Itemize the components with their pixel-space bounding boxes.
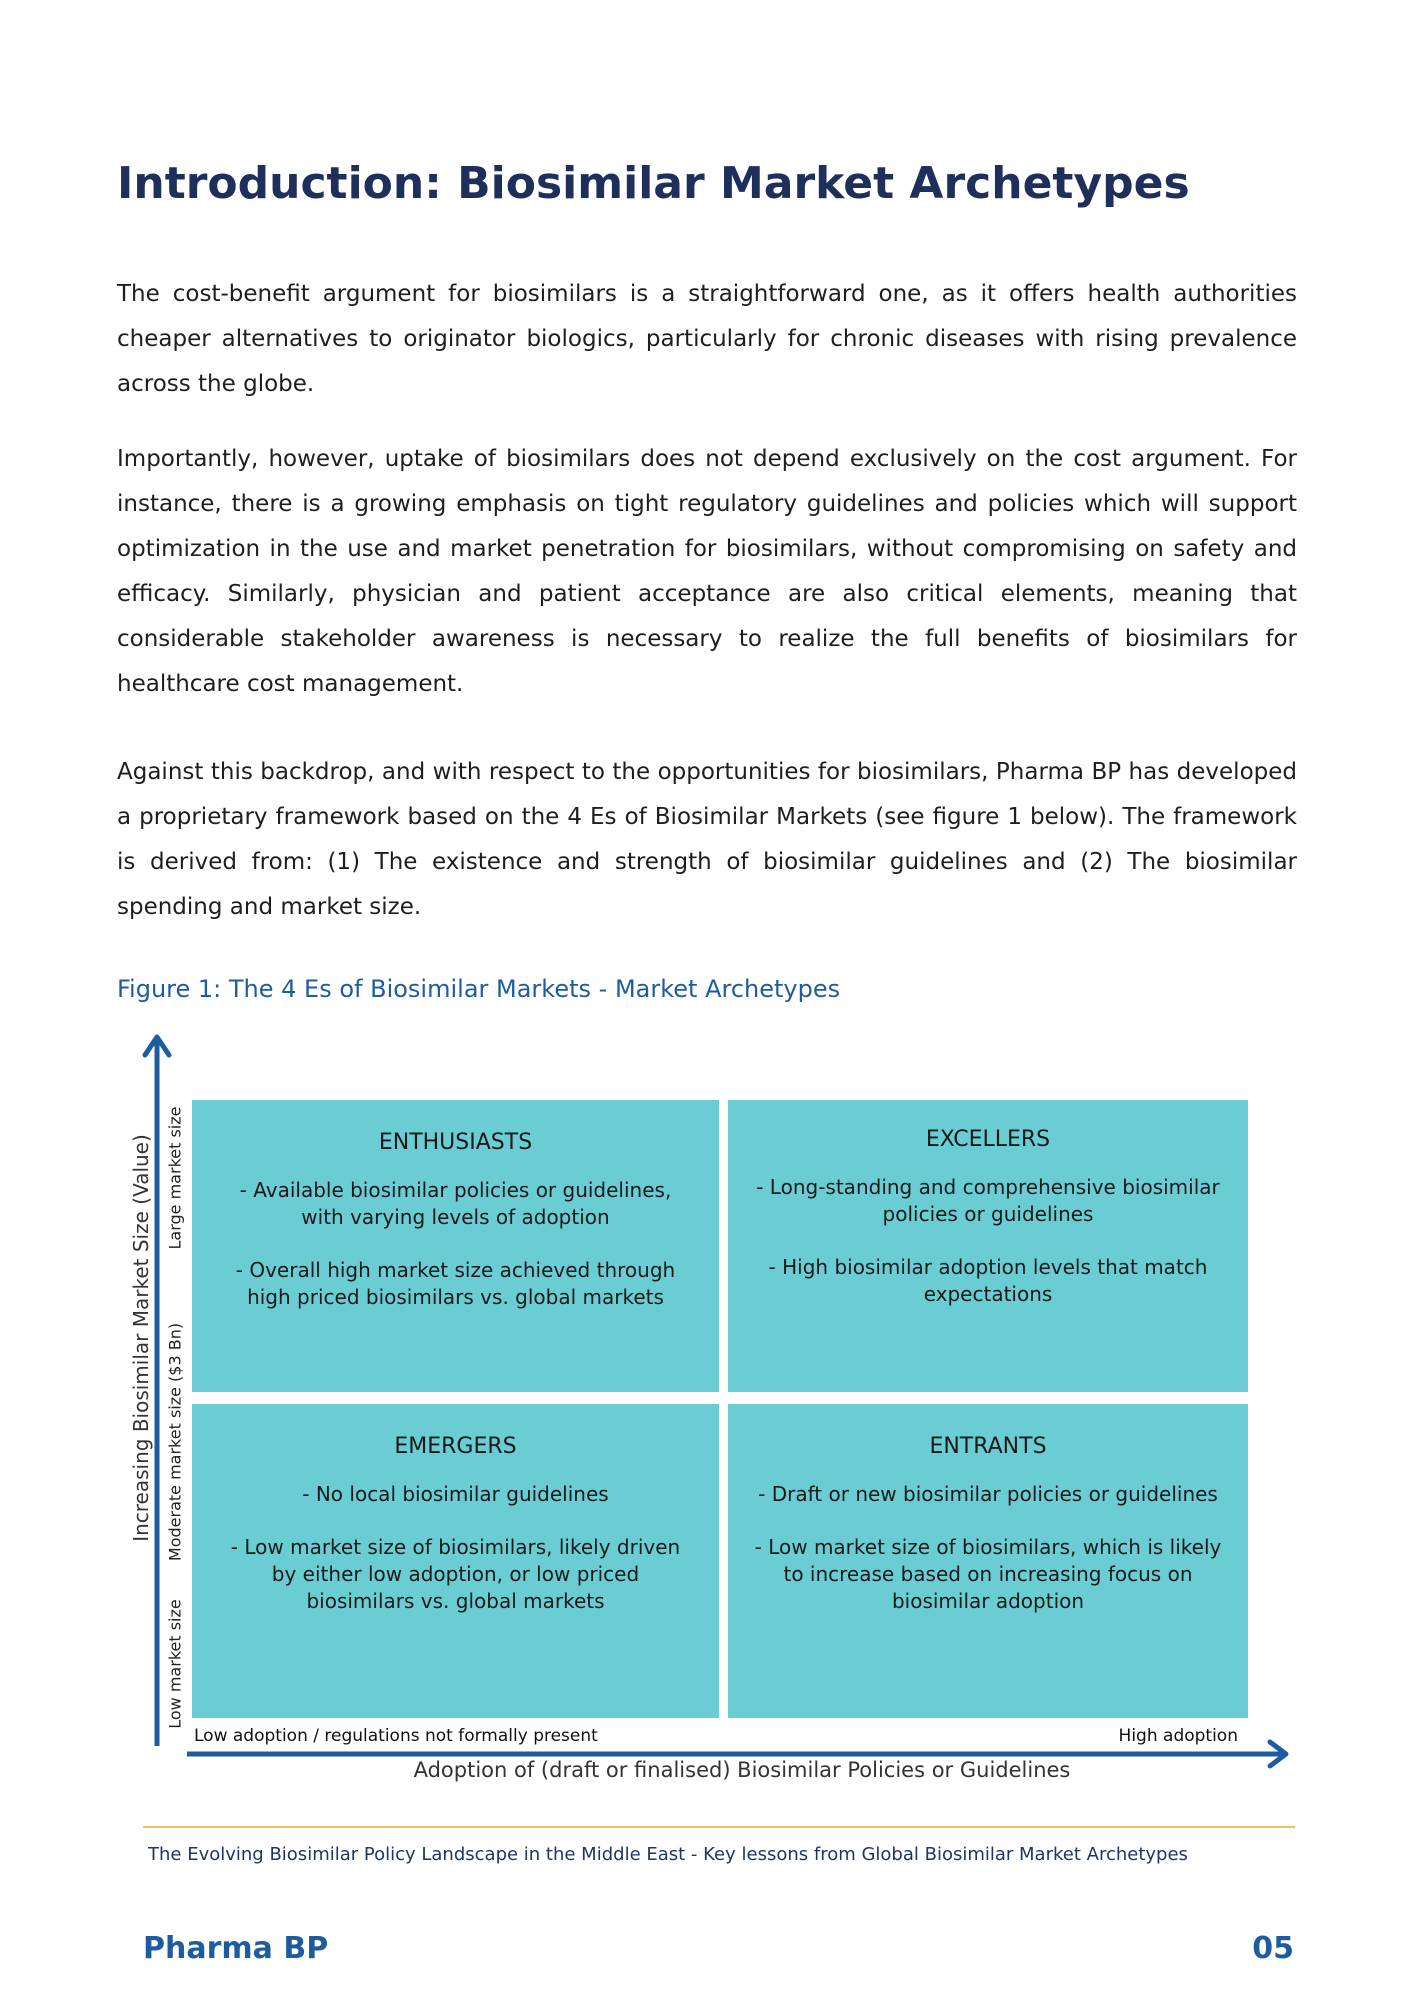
quadrant-item: - No local biosimilar guidelines xyxy=(302,1482,609,1506)
quadrant-emergers xyxy=(192,1404,719,1718)
quadrant-item: - Long-standing and comprehensive biosimilar policies or guidelines xyxy=(756,1175,1220,1226)
intro-paragraph-2: Importantly, however, uptake of biosimilars does not depend exclusively on the cost argument. For instance, there is a growing emphasis on tight regulatory guidelines and policies which will support optimization in the use and market penetration for biosimilars, without compromising on safety and efficacy. Similarly, physician and patient acceptance are also critical elements, meaning that considerable stakeholder awareness is necessary to realize the full benefits of biosimilars for healthcare cost management. xyxy=(117,446,1297,697)
brand-name: Pharma BP xyxy=(143,1931,329,1966)
page-number: 05 xyxy=(1252,1931,1294,1966)
footer-report-title: The Evolving Biosimilar Policy Landscape in the Middle East - Key lessons from Global Biosimilar Market Archetypes xyxy=(148,1844,1188,1865)
footer-divider xyxy=(143,1826,1295,1828)
figure-caption: Figure 1: The 4 Es of Biosimilar Markets - Market Archetypes xyxy=(117,975,841,1003)
quadrant-enthusiasts xyxy=(192,1100,719,1392)
quadrant-item: - High biosimilar adoption levels that match expectations xyxy=(768,1255,1208,1306)
page-title: Introduction: Biosimilar Market Archetypes xyxy=(117,158,1190,209)
intro-paragraph-3: Against this backdrop, and with respect to the opportunities for biosimilars, Pharma BP has developed a proprietary framework based on the 4 Es of Biosimilar Markets (see figure 1 below). The framework is derived from: (1) The existence and strength of biosimilar guidelines and (2) The biosimilar spending and market size. xyxy=(117,759,1297,920)
quadrant-entrants xyxy=(728,1404,1248,1718)
quadrant-excellers xyxy=(728,1100,1248,1392)
quadrant-item: - Available biosimilar policies or guidelines, with varying levels of adoption xyxy=(239,1178,672,1229)
x-tick-high: High adoption xyxy=(1118,1726,1238,1746)
x-axis-label: Adoption of (draft or finalised) Biosimilar Policies or Guidelines xyxy=(413,1758,1071,1782)
x-tick-low: Low adoption / regulations not formally present xyxy=(194,1726,598,1746)
quadrant-item: - Low market size of biosimilars, which is likely to increase based on increasing focus on biosimilar adoption xyxy=(754,1535,1222,1613)
quadrant-item: - Overall high market size achieved through high priced biosimilars vs. global markets xyxy=(235,1258,676,1309)
quadrant-title: EMERGERS xyxy=(394,1434,517,1459)
quadrant-item: - Draft or new biosimilar policies or guidelines xyxy=(758,1482,1218,1506)
quadrant-item: - Low market size of biosimilars, likely driven by either low adoption, or low priced biosimilars vs. global markets xyxy=(230,1535,681,1613)
quadrant-title: ENTHUSIASTS xyxy=(378,1130,533,1155)
quadrant-title: EXCELLERS xyxy=(925,1127,1051,1152)
quadrant-title: ENTRANTS xyxy=(929,1434,1047,1459)
intro-paragraph-1: The cost-benefit argument for biosimilars is a straightforward one, as it offers health authorities cheaper alternatives to originator biologics, particularly for chronic diseases with rising prevalence across the globe. xyxy=(117,281,1297,397)
